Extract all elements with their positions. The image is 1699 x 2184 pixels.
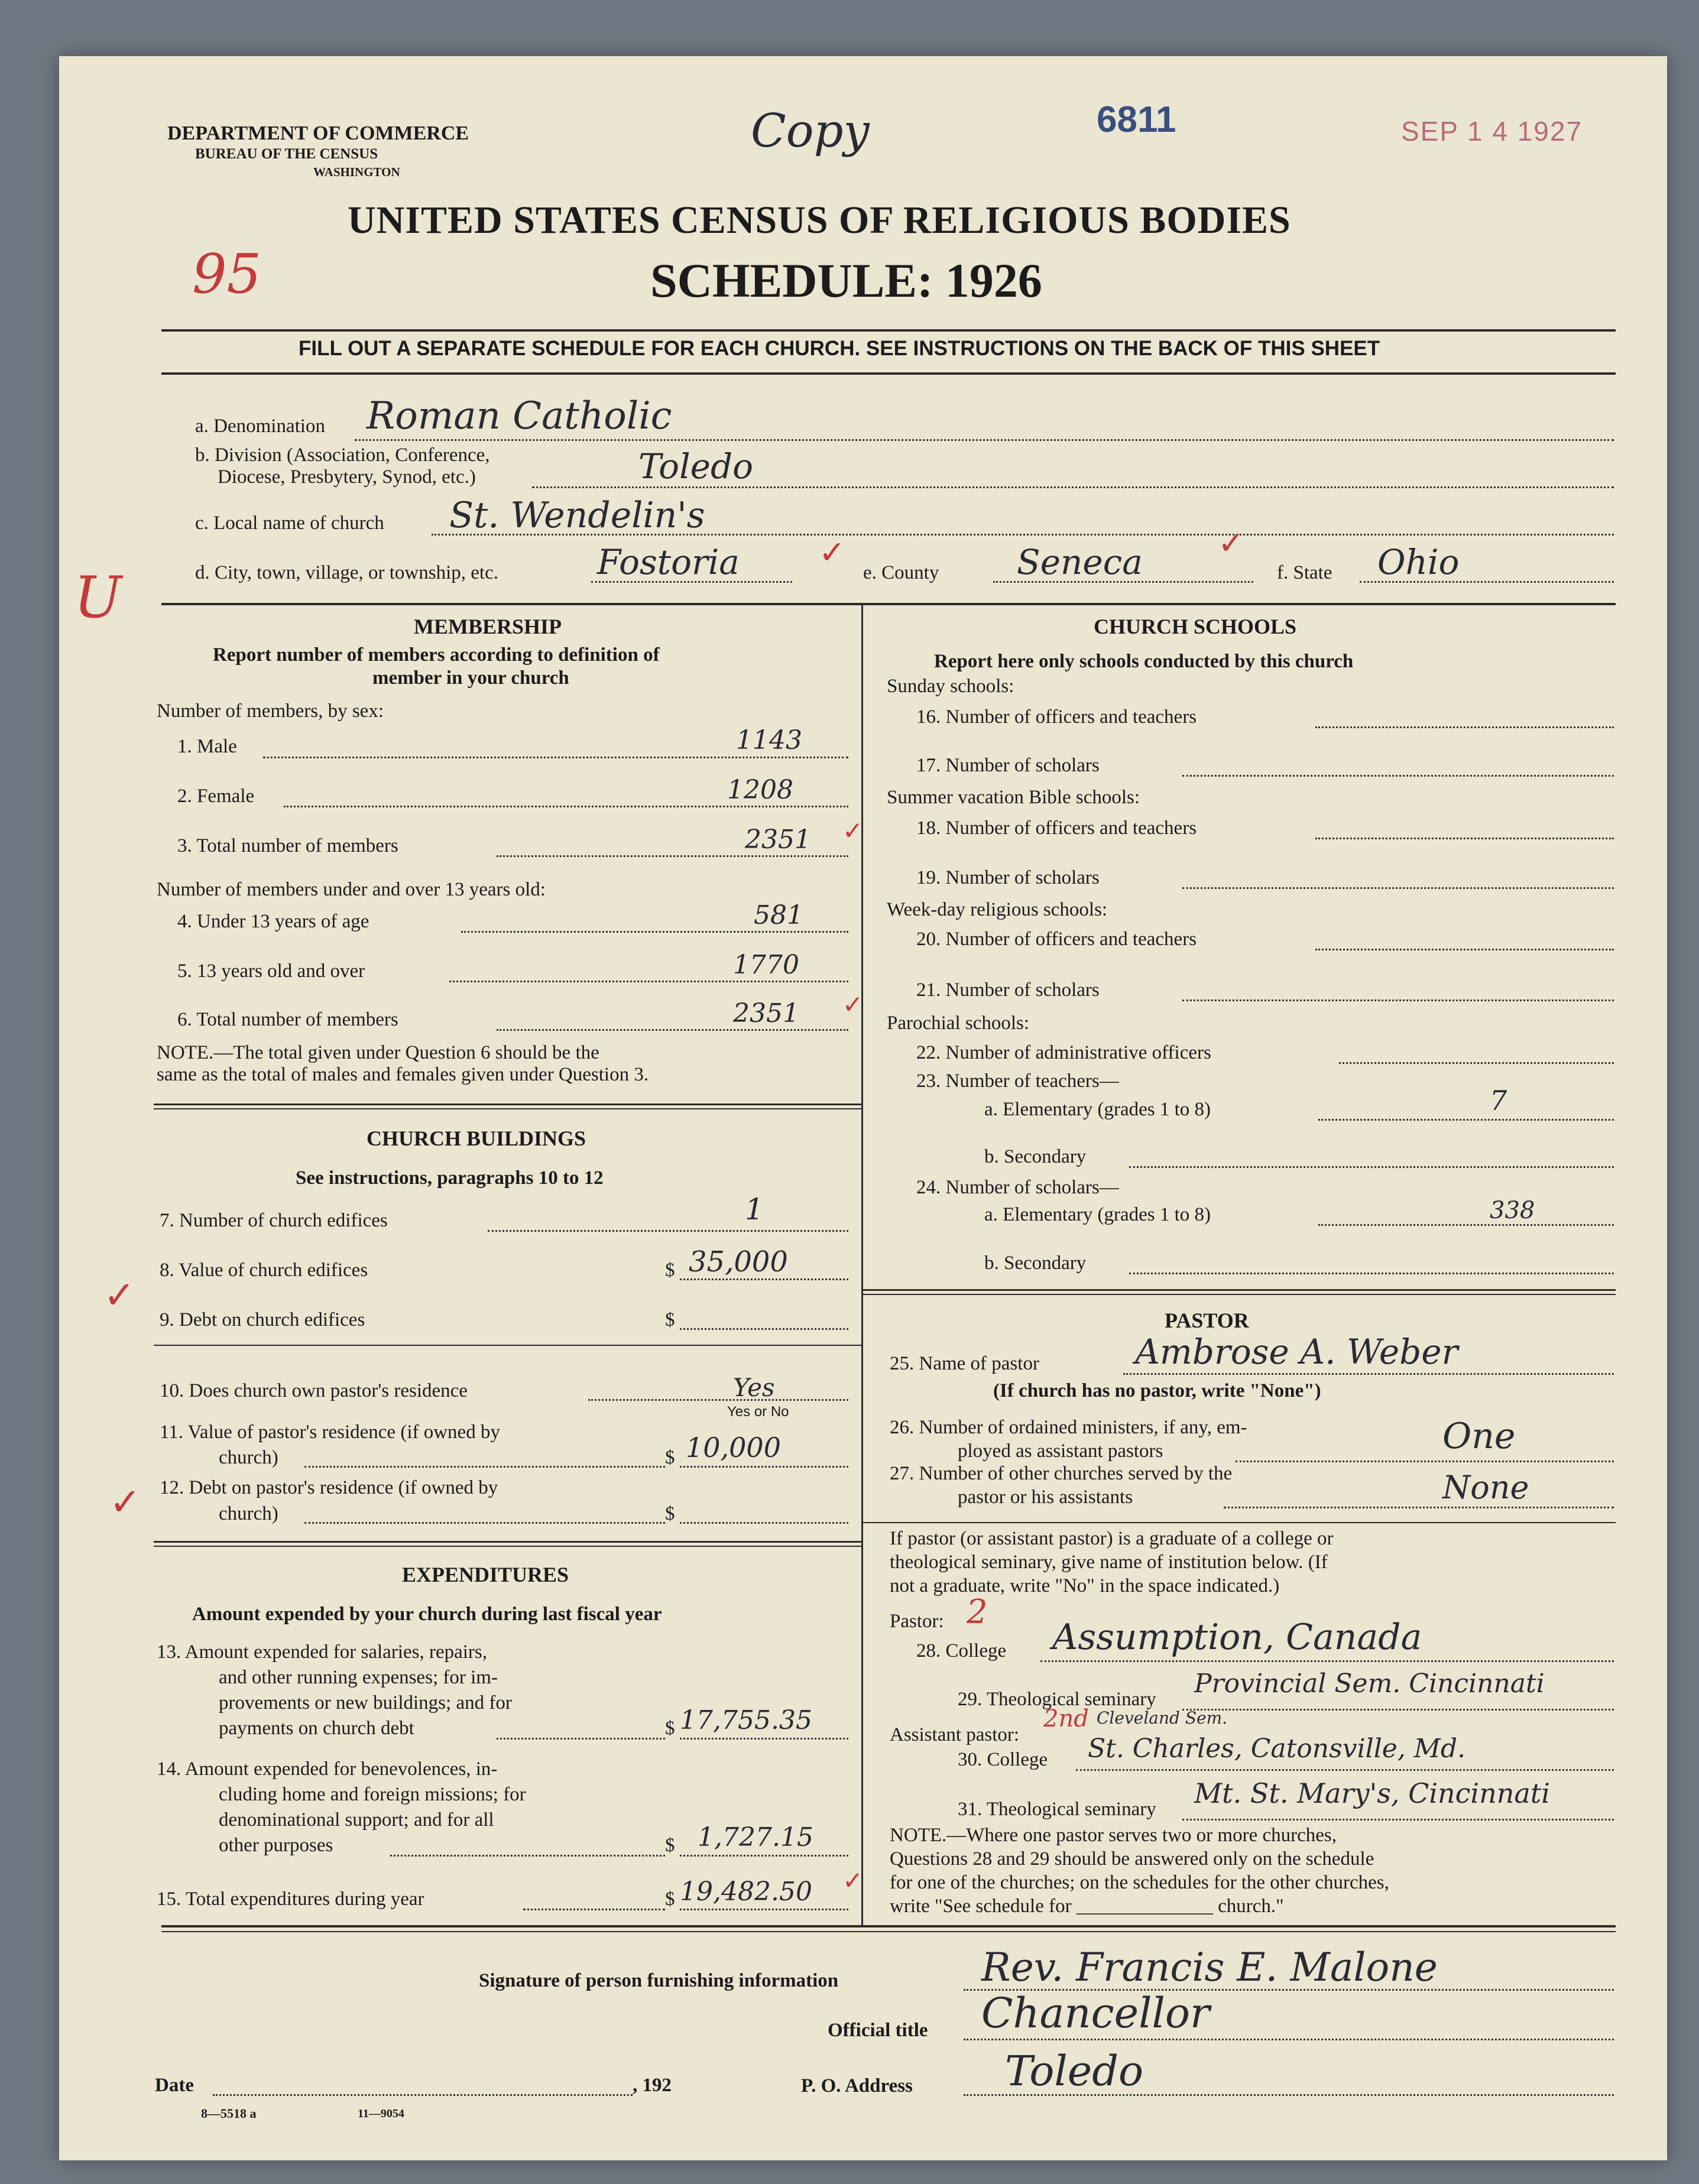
parochial-label: Parochial schools: [887,1013,1030,1034]
q10-label: 10. Does church own pastor's residence [160,1380,468,1401]
pastor-divider [861,1522,1616,1523]
signature-label: Signature of person furnishing information [479,1970,839,1991]
q28-line [1040,1660,1614,1662]
q18-label: 18. Number of officers and teachers [916,817,1197,839]
print-code: 11—9054 [358,2107,404,2120]
assistant-mark: 2nd [1043,1705,1089,1732]
q23a-label: a. Elementary (grades 1 to 8) [984,1099,1211,1120]
q3-label: 3. Total number of members [177,835,398,856]
q7-label: 7. Number of church edifices [160,1210,388,1231]
pastor-heading: PASTOR [1165,1309,1249,1332]
county-label: e. County [863,562,939,583]
q25-line [1123,1373,1614,1375]
q24b-label: b. Secondary [984,1252,1087,1274]
age-heading: Number of members under and over 13 years old: [157,879,546,900]
q22-label: 22. Number of administrative officers [916,1042,1211,1063]
official-title-value[interactable]: Chancellor [981,1989,1210,2037]
q11-dollar: $ [665,1447,675,1468]
department-label: DEPARTMENT OF COMMERCE [167,122,469,144]
yes-no-hint: Yes or No [727,1404,789,1420]
q4-line [461,931,848,933]
buildings-rule [154,1541,861,1543]
q15-dollar: $ [665,1888,675,1910]
graduate-note-2: theological seminary, give name of institution below. (If [890,1552,1328,1573]
pastor-mark: 2 [967,1593,988,1631]
q26-line [1236,1461,1614,1462]
expenditures-sub: Amount expended by your church during last fiscal year [192,1604,662,1625]
pastor-note-3: for one of the churches; on the schedules for the other churches, [890,1872,1389,1893]
header-rule-top [161,329,1616,332]
q23b-label: b. Secondary [984,1146,1087,1167]
q3-line [497,855,848,857]
checkmark-icon: ✓ [842,818,864,845]
checkmark-icon: ✓ [842,1868,864,1895]
q4-label: 4. Under 13 years of age [177,911,369,932]
q13-line-1: 13. Amount expended for salaries, repairs, [157,1641,488,1663]
q5-label: 5. 13 years old and over [177,960,365,982]
q2-female-value[interactable]: 1208 [727,775,793,805]
po-address-label: P. O. Address [801,2075,913,2097]
checkmark-icon: ✓ [1218,525,1245,561]
q15-line [680,1909,848,1910]
state-label: f. State [1277,562,1332,583]
q19-label: 19. Number of scholars [916,867,1100,888]
q30-line [1076,1769,1614,1771]
q18-line [1315,838,1614,839]
q6-total-value[interactable]: 2351 [733,998,799,1028]
membership-heading: MEMBERSHIP [414,615,562,638]
q1-line [263,757,848,758]
q13-line-2: and other running expenses; for im- [219,1667,498,1688]
local-name-label: c. Local name of church [195,512,384,534]
q14-dollar: $ [665,1835,675,1856]
bureau-label: BUREAU OF THE CENSUS [195,146,378,162]
q30-label: 30. College [958,1749,1048,1770]
graduate-note-3: not a graduate, write "No" in the space indicated.) [890,1575,1280,1596]
q3-total-value[interactable]: 2351 [745,825,811,855]
assistant-note: Cleveland Sem. [1097,1708,1228,1728]
q14-line-4: other purposes [219,1835,333,1856]
q14-benevolences[interactable]: 1,727.15 [698,1822,813,1852]
q10-line [588,1399,848,1401]
county-value[interactable]: Seneca [1017,542,1143,582]
state-value[interactable]: Ohio [1377,542,1460,582]
q24b-line [1129,1273,1614,1274]
q12-label-2: church) [219,1503,278,1524]
q13-line-3: provements or new buildings; and for [219,1692,512,1714]
q14-line-lead [390,1855,665,1857]
q17-line [1182,775,1614,777]
q7-edifices-value[interactable]: 1 [745,1192,764,1226]
schools-rule-2 [861,1294,1616,1295]
membership-sub-2: member in your church [372,667,569,689]
po-address-value[interactable]: Toledo [1005,2047,1144,2095]
city-value[interactable]: Fostoria [597,542,740,582]
q24-label: 24. Number of scholars— [916,1177,1119,1198]
footer-rule-2 [161,1931,1616,1932]
denomination-label: a. Denomination [195,416,325,437]
q16-label: 16. Number of officers and teachers [916,706,1197,728]
schools-sub: Report here only schools conducted by this church [934,651,1354,672]
q13-line-4: payments on church debt [219,1718,414,1739]
date-received-stamp: SEP 1 4 1927 [1401,116,1583,147]
q24a-elementary-scholars[interactable]: 338 [1490,1197,1535,1224]
local-name-value[interactable]: St. Wendelin's [449,495,705,536]
q13-line-lead [497,1738,665,1740]
pastor-note-2: Questions 28 and 29 should be answered only on the schedule [890,1848,1374,1870]
membership-rule-2 [154,1108,861,1109]
denomination-line [355,439,1614,441]
q12-label-1: 12. Debt on pastor's residence (if owned by [160,1477,498,1498]
q22-line [1339,1062,1614,1064]
q25-note: (If church has no pastor, write "None") [993,1380,1321,1401]
page-title: UNITED STATES CENSUS OF RELIGIOUS BODIES [348,199,1291,242]
city-label: d. City, town, village, or township, etc. [195,562,498,583]
schools-heading: CHURCH SCHOOLS [1094,615,1297,638]
q29-label: 29. Theological seminary [958,1689,1156,1710]
division-label-2: Diocese, Presbytery, Synod, etc.) [218,466,476,488]
q23a-line [1318,1119,1614,1121]
buildings-heading: CHURCH BUILDINGS [367,1127,586,1150]
q17-label: 17. Number of scholars [916,755,1100,776]
q10-residence-value[interactable]: Yes [733,1373,775,1402]
q23b-line [1129,1166,1614,1168]
q4-under13-value[interactable]: 581 [754,900,803,930]
buildings-rule-2 [154,1546,861,1547]
q2-label: 2. Female [177,786,255,807]
q6-label: 6. Total number of members [177,1009,398,1030]
margin-letter-annotation: U [74,564,122,631]
official-title-line [964,2039,1614,2040]
q25-pastor-name[interactable]: Ambrose A. Weber [1135,1332,1458,1372]
assistant-pastor-label: Assistant pastor: [890,1724,1020,1745]
expenditures-heading: EXPENDITURES [402,1563,569,1586]
q8-dollar: $ [665,1260,675,1281]
q11-line-lead [304,1466,665,1468]
checkmark-icon: ✓ [819,535,846,570]
copy-annotation: Copy [751,105,870,158]
q15-label: 15. Total expenditures during year [157,1888,424,1910]
schedule-title: SCHEDULE: 1926 [650,254,1042,307]
official-title-label: Official title [828,2020,928,2041]
q20-label: 20. Number of officers and teachers [916,929,1197,950]
q5-line [449,981,848,982]
q15-line-lead [523,1909,665,1910]
q26-label-1: 26. Number of ordained ministers, if any, em- [890,1417,1247,1438]
q9-dollar: $ [665,1309,675,1330]
margin-number-annotation: 95 [192,242,262,306]
q13-running-expenses[interactable]: 17,755.35 [680,1705,812,1735]
q31-seminary-value[interactable]: Mt. St. Mary's, Cincinnati [1194,1777,1550,1809]
q27-label-2: pastor or his assistants [958,1487,1133,1508]
q6-line [497,1029,848,1031]
membership-note-2: same as the total of males and females given under Question 3. [157,1064,649,1085]
q24a-line [1318,1224,1614,1226]
division-value[interactable]: Toledo [638,446,754,486]
q26-label-2: ployed as assistant pastors [958,1440,1163,1462]
section-rule [161,603,1616,605]
signature-value[interactable]: Rev. Francis E. Malone [981,1945,1438,1990]
q23-label: 23. Number of teachers— [916,1070,1119,1092]
q23a-elementary-teachers[interactable]: 7 [1490,1085,1507,1117]
members-by-sex-label: Number of members, by sex: [157,700,384,722]
q1-label: 1. Male [177,736,237,757]
pastor-note-1: NOTE.—Where one pastor serves two or more churches, [890,1825,1337,1846]
pastor-note-4: write "See schedule for ______________ church." [890,1896,1284,1917]
q19-line [1182,887,1614,889]
checkmark-icon: ✓ [109,1481,141,1523]
schools-rule [861,1289,1616,1291]
q29-line [1182,1709,1614,1711]
q15-total-expenditures[interactable]: 19,482.50 [680,1877,812,1907]
membership-sub-1: Report number of members according to definition of [213,644,660,666]
column-divider [861,603,863,1927]
q8-label: 8. Value of church edifices [160,1260,368,1281]
division-label-1: b. Division (Association, Conference, [195,444,490,466]
city-label: WASHINGTON [313,165,400,179]
instruction-banner: FILL OUT A SEPARATE SCHEDULE FOR EACH CHURCH. SEE INSTRUCTIONS ON THE BACK OF THIS SHEET [299,337,1380,360]
q11-label-1: 11. Value of pastor's residence (if owned by [160,1422,500,1443]
weekday-label: Week-day religious schools: [887,899,1108,920]
q27-other-churches[interactable]: None [1442,1469,1529,1506]
census-schedule-sheet [59,56,1667,2160]
checkmark-icon: ✓ [103,1274,135,1316]
division-line [532,486,1614,488]
q11-line [680,1466,848,1468]
sunday-label: Sunday schools: [887,676,1014,697]
q7-line [488,1230,848,1232]
q28-college-value[interactable]: Assumption, Canada [1052,1617,1422,1658]
q8-line [680,1278,848,1280]
checkmark-icon: ✓ [842,992,864,1019]
q2-line [284,806,848,807]
q14-line-2: cluding home and foreign missions; for [219,1784,526,1805]
q9-line [680,1328,848,1330]
q26-assistant-count[interactable]: One [1442,1416,1516,1457]
q12-line-lead [304,1522,665,1524]
date-label: Date [155,2075,194,2096]
header-rule-bottom [161,372,1616,375]
q27-label-1: 27. Number of other churches served by the [890,1463,1233,1484]
q11-label-2: church) [219,1447,278,1468]
year-label: , 192 [633,2075,672,2096]
denomination-value[interactable]: Roman Catholic [367,394,672,438]
q24a-label: a. Elementary (grades 1 to 8) [984,1204,1211,1225]
q14-line-3: denominational support; and for all [219,1809,494,1831]
q1-male-value[interactable]: 1143 [736,725,802,755]
form-number-stamp: 6811 [1097,99,1176,140]
q31-label: 31. Theological seminary [958,1799,1156,1820]
membership-rule [154,1104,861,1105]
footer-rule [161,1925,1616,1927]
q31-line [1182,1819,1614,1820]
q12-dollar: $ [665,1503,675,1524]
q16-line [1315,726,1614,728]
q14-line-1: 14. Amount expended for benevolences, in- [157,1758,498,1780]
q5-over13-value[interactable]: 1770 [733,950,799,980]
q12-line [680,1522,848,1524]
membership-note-1: NOTE.—The total given under Question 6 should be the [157,1042,599,1063]
q21-label: 21. Number of scholars [916,979,1100,1001]
q9-label: 9. Debt on church edifices [160,1309,365,1330]
graduate-note-1: If pastor (or assistant pastor) is a graduate of a college or [890,1528,1334,1549]
q13-dollar: $ [665,1718,675,1739]
pastor-label: Pastor: [890,1611,944,1632]
q20-line [1315,949,1614,950]
buildings-divider [154,1345,861,1346]
summer-label: Summer vacation Bible schools: [887,787,1140,808]
q14-line [680,1855,848,1857]
q13-line [680,1738,848,1740]
buildings-sub: See instructions, paragraphs 10 to 12 [296,1167,604,1189]
q28-label: 28. College [916,1640,1007,1661]
q11-residence-value[interactable]: 10,000 [686,1432,781,1463]
q8-value-edifices[interactable]: 35,000 [689,1245,788,1278]
q25-label: 25. Name of pastor [890,1353,1039,1374]
form-code: 8—5518 a [201,2106,257,2121]
q30-college-value[interactable]: St. Charles, Catonsville, Md. [1088,1734,1466,1764]
q21-line [1182,999,1614,1001]
q27-line [1224,1507,1614,1508]
date-line [213,2094,633,2096]
q29-seminary-value[interactable]: Provincial Sem. Cincinnati [1194,1669,1545,1699]
